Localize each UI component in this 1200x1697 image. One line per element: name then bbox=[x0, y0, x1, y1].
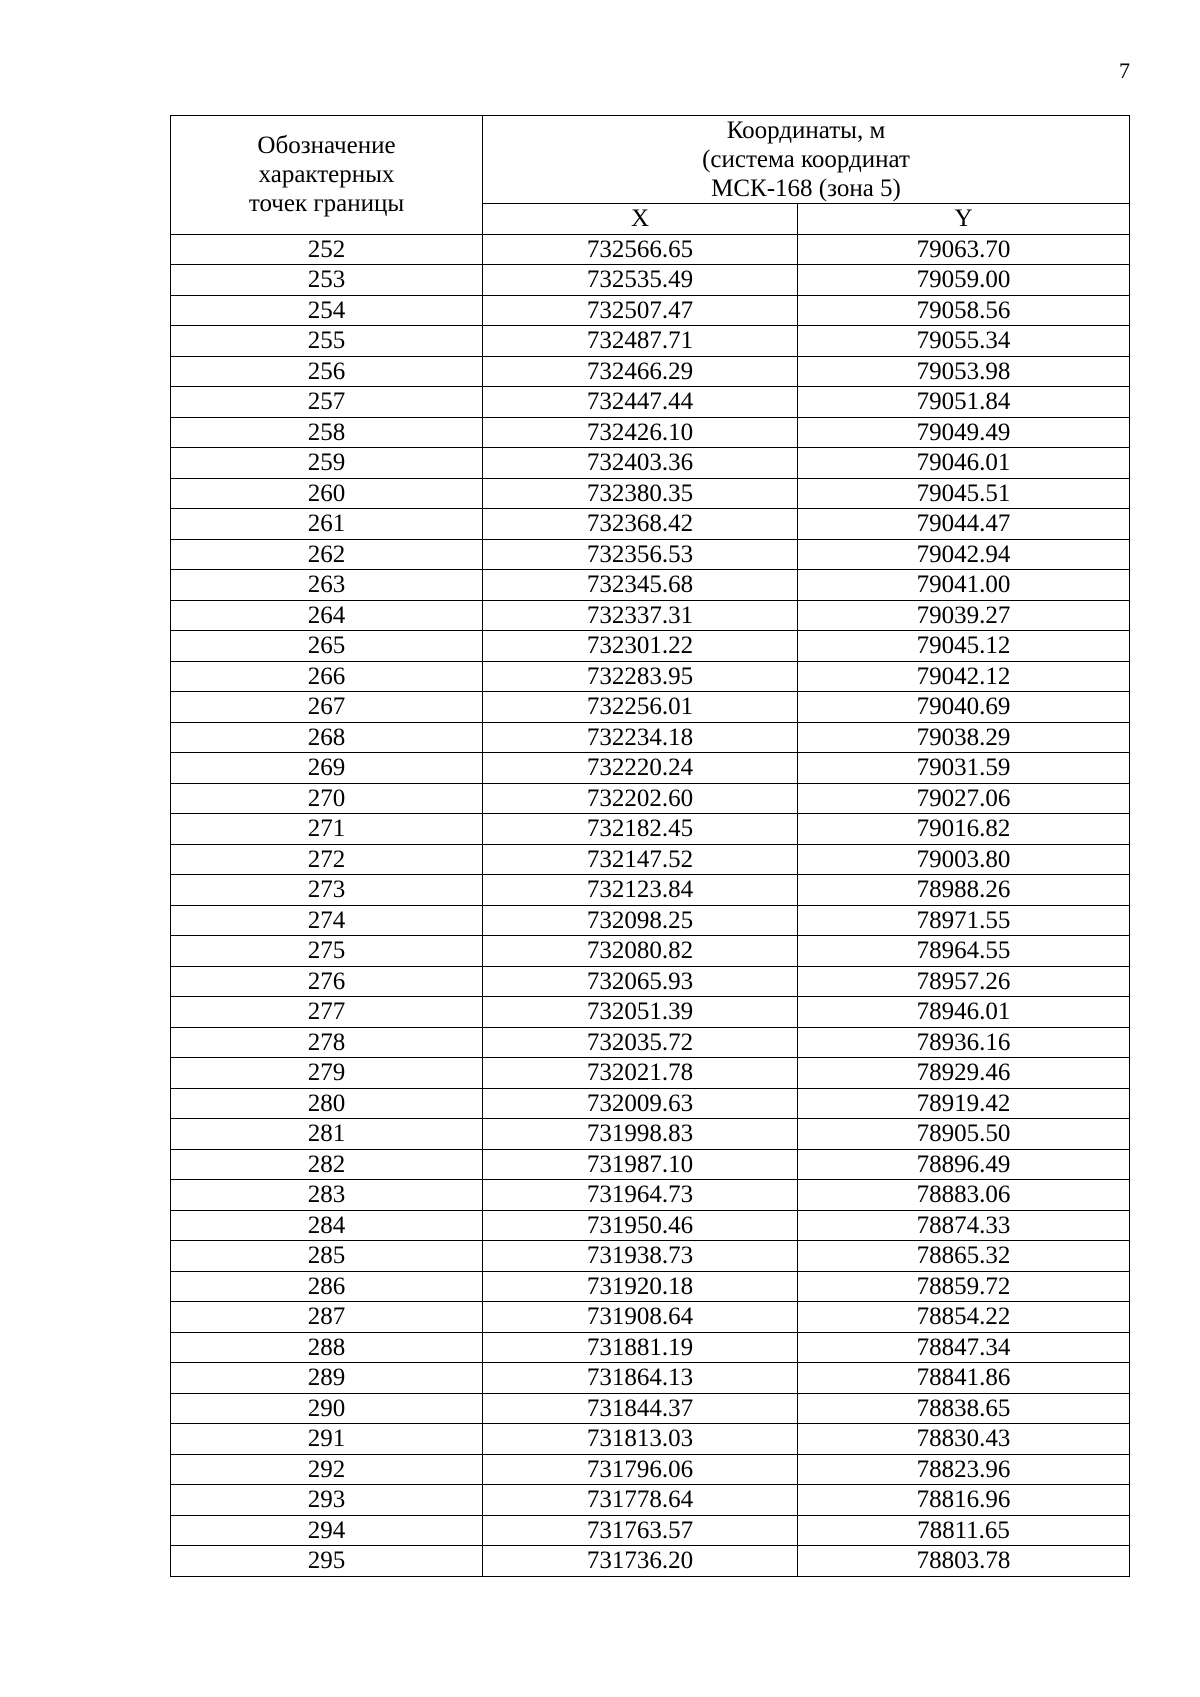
x-cell: 731998.83 bbox=[483, 1119, 798, 1150]
y-cell: 79059.00 bbox=[798, 265, 1130, 296]
x-cell: 732051.39 bbox=[483, 997, 798, 1028]
x-cell: 732234.18 bbox=[483, 722, 798, 753]
table-row bbox=[171, 1241, 1130, 1272]
point-cell: 288 bbox=[171, 1332, 483, 1363]
x-cell: 732566.65 bbox=[483, 234, 798, 265]
table-row bbox=[171, 295, 1130, 326]
point-cell: 272 bbox=[171, 844, 483, 875]
point-cell: 281 bbox=[171, 1119, 483, 1150]
table-row bbox=[171, 265, 1130, 296]
point-cell: 287 bbox=[171, 1302, 483, 1333]
x-cell: 732021.78 bbox=[483, 1058, 798, 1089]
point-cell: 293 bbox=[171, 1485, 483, 1516]
table-row bbox=[171, 539, 1130, 570]
table-row bbox=[171, 661, 1130, 692]
x-cell: 732487.71 bbox=[483, 326, 798, 357]
point-cell: 286 bbox=[171, 1271, 483, 1302]
point-cell: 282 bbox=[171, 1149, 483, 1180]
x-cell: 732220.24 bbox=[483, 753, 798, 784]
x-cell: 732147.52 bbox=[483, 844, 798, 875]
table-row bbox=[171, 1332, 1130, 1363]
y-cell: 78811.65 bbox=[798, 1515, 1130, 1546]
y-cell: 78865.32 bbox=[798, 1241, 1130, 1272]
point-cell: 261 bbox=[171, 509, 483, 540]
x-cell: 731844.37 bbox=[483, 1393, 798, 1424]
table-row bbox=[171, 234, 1130, 265]
table-row bbox=[171, 783, 1130, 814]
x-cell: 732065.93 bbox=[483, 966, 798, 997]
x-cell: 732301.22 bbox=[483, 631, 798, 662]
table-row bbox=[171, 844, 1130, 875]
x-cell: 732507.47 bbox=[483, 295, 798, 326]
y-cell: 78859.72 bbox=[798, 1271, 1130, 1302]
table-row bbox=[171, 448, 1130, 479]
y-cell: 78830.43 bbox=[798, 1424, 1130, 1455]
point-cell: 266 bbox=[171, 661, 483, 692]
header-y: Y bbox=[798, 204, 1130, 235]
header-point-label-line-3: точек границы bbox=[248, 190, 405, 218]
table-row bbox=[171, 1424, 1130, 1455]
header-point-label bbox=[171, 116, 483, 235]
y-cell: 79058.56 bbox=[798, 295, 1130, 326]
point-cell: 289 bbox=[171, 1363, 483, 1394]
x-cell: 732035.72 bbox=[483, 1027, 798, 1058]
y-cell: 79051.84 bbox=[798, 387, 1130, 418]
table-row bbox=[171, 1515, 1130, 1546]
y-cell: 78988.26 bbox=[798, 875, 1130, 906]
table-row bbox=[171, 1058, 1130, 1089]
x-cell: 732202.60 bbox=[483, 783, 798, 814]
x-cell: 732345.68 bbox=[483, 570, 798, 601]
table-row bbox=[171, 753, 1130, 784]
table-row bbox=[171, 966, 1130, 997]
table-row bbox=[171, 1302, 1130, 1333]
point-cell: 268 bbox=[171, 722, 483, 753]
header-point-label-line-2: характерных bbox=[258, 161, 395, 189]
x-cell: 731950.46 bbox=[483, 1210, 798, 1241]
point-cell: 258 bbox=[171, 417, 483, 448]
table-row bbox=[171, 1027, 1130, 1058]
x-cell: 731778.64 bbox=[483, 1485, 798, 1516]
x-cell: 731796.06 bbox=[483, 1454, 798, 1485]
header-coordinates-line-1: Координаты, м bbox=[726, 117, 886, 144]
y-cell: 79027.06 bbox=[798, 783, 1130, 814]
x-cell: 732403.36 bbox=[483, 448, 798, 479]
table-body bbox=[171, 234, 1130, 1576]
point-cell: 295 bbox=[171, 1546, 483, 1577]
y-cell: 78946.01 bbox=[798, 997, 1130, 1028]
y-cell: 79038.29 bbox=[798, 722, 1130, 753]
x-cell: 732535.49 bbox=[483, 265, 798, 296]
y-cell: 79042.12 bbox=[798, 661, 1130, 692]
table-row bbox=[171, 905, 1130, 936]
point-cell: 269 bbox=[171, 753, 483, 784]
table-row bbox=[171, 1546, 1130, 1577]
x-cell: 732380.35 bbox=[483, 478, 798, 509]
y-cell: 79055.34 bbox=[798, 326, 1130, 357]
table-row bbox=[171, 417, 1130, 448]
table-row bbox=[171, 722, 1130, 753]
point-cell: 255 bbox=[171, 326, 483, 357]
y-cell: 78936.16 bbox=[798, 1027, 1130, 1058]
x-cell: 732368.42 bbox=[483, 509, 798, 540]
y-cell: 79039.27 bbox=[798, 600, 1130, 631]
x-cell: 732123.84 bbox=[483, 875, 798, 906]
y-cell: 78896.49 bbox=[798, 1149, 1130, 1180]
y-cell: 79040.69 bbox=[798, 692, 1130, 723]
point-cell: 259 bbox=[171, 448, 483, 479]
table-row bbox=[171, 1149, 1130, 1180]
point-cell: 254 bbox=[171, 295, 483, 326]
table-row bbox=[171, 1271, 1130, 1302]
x-cell: 732256.01 bbox=[483, 692, 798, 723]
x-cell: 732356.53 bbox=[483, 539, 798, 570]
y-cell: 78816.96 bbox=[798, 1485, 1130, 1516]
point-cell: 291 bbox=[171, 1424, 483, 1455]
table-row bbox=[171, 631, 1130, 662]
point-cell: 271 bbox=[171, 814, 483, 845]
y-cell: 79031.59 bbox=[798, 753, 1130, 784]
y-cell: 79063.70 bbox=[798, 234, 1130, 265]
table-row bbox=[171, 1363, 1130, 1394]
x-cell: 731864.13 bbox=[483, 1363, 798, 1394]
x-cell: 731763.57 bbox=[483, 1515, 798, 1546]
point-cell: 264 bbox=[171, 600, 483, 631]
y-cell: 79046.01 bbox=[798, 448, 1130, 479]
point-cell: 285 bbox=[171, 1241, 483, 1272]
y-cell: 79042.94 bbox=[798, 539, 1130, 570]
x-cell: 732466.29 bbox=[483, 356, 798, 387]
x-cell: 731964.73 bbox=[483, 1180, 798, 1211]
table-header bbox=[171, 116, 1130, 235]
y-cell: 78883.06 bbox=[798, 1180, 1130, 1211]
point-cell: 263 bbox=[171, 570, 483, 601]
point-cell: 273 bbox=[171, 875, 483, 906]
y-cell: 79049.49 bbox=[798, 417, 1130, 448]
table-row bbox=[171, 1119, 1130, 1150]
table-row bbox=[171, 1485, 1130, 1516]
y-cell: 78957.26 bbox=[798, 966, 1130, 997]
point-cell: 267 bbox=[171, 692, 483, 723]
y-cell: 79041.00 bbox=[798, 570, 1130, 601]
x-cell: 732009.63 bbox=[483, 1088, 798, 1119]
table-row bbox=[171, 570, 1130, 601]
y-cell: 78971.55 bbox=[798, 905, 1130, 936]
header-point-label-line-1: Обозначение bbox=[257, 132, 396, 160]
y-cell: 79044.47 bbox=[798, 509, 1130, 540]
point-cell: 274 bbox=[171, 905, 483, 936]
y-cell: 79045.12 bbox=[798, 631, 1130, 662]
header-coordinates bbox=[483, 116, 1130, 204]
table-row bbox=[171, 814, 1130, 845]
table-row bbox=[171, 387, 1130, 418]
y-cell: 79053.98 bbox=[798, 356, 1130, 387]
point-cell: 278 bbox=[171, 1027, 483, 1058]
x-cell: 732337.31 bbox=[483, 600, 798, 631]
y-cell: 78823.96 bbox=[798, 1454, 1130, 1485]
point-cell: 276 bbox=[171, 966, 483, 997]
x-cell: 732447.44 bbox=[483, 387, 798, 418]
point-cell: 262 bbox=[171, 539, 483, 570]
point-cell: 270 bbox=[171, 783, 483, 814]
table-row bbox=[171, 326, 1130, 357]
point-cell: 294 bbox=[171, 1515, 483, 1546]
table-row bbox=[171, 875, 1130, 906]
x-cell: 731938.73 bbox=[483, 1241, 798, 1272]
table-row bbox=[171, 509, 1130, 540]
table-row bbox=[171, 356, 1130, 387]
coordinates-table bbox=[170, 115, 1130, 1577]
page-number: 7 bbox=[1119, 58, 1130, 83]
y-cell: 78854.22 bbox=[798, 1302, 1130, 1333]
x-cell: 731920.18 bbox=[483, 1271, 798, 1302]
header-coordinates-line-2: (система координат bbox=[702, 146, 910, 173]
point-cell: 292 bbox=[171, 1454, 483, 1485]
y-cell: 78964.55 bbox=[798, 936, 1130, 967]
x-cell: 731736.20 bbox=[483, 1546, 798, 1577]
table-row bbox=[171, 1454, 1130, 1485]
point-cell: 283 bbox=[171, 1180, 483, 1211]
table-row bbox=[171, 1088, 1130, 1119]
x-cell: 731813.03 bbox=[483, 1424, 798, 1455]
x-cell: 731987.10 bbox=[483, 1149, 798, 1180]
table-row bbox=[171, 936, 1130, 967]
y-cell: 78847.34 bbox=[798, 1332, 1130, 1363]
point-cell: 279 bbox=[171, 1058, 483, 1089]
point-cell: 257 bbox=[171, 387, 483, 418]
x-cell: 731881.19 bbox=[483, 1332, 798, 1363]
y-cell: 79045.51 bbox=[798, 478, 1130, 509]
point-cell: 256 bbox=[171, 356, 483, 387]
y-cell: 79016.82 bbox=[798, 814, 1130, 845]
y-cell: 78929.46 bbox=[798, 1058, 1130, 1089]
point-cell: 277 bbox=[171, 997, 483, 1028]
table-row bbox=[171, 692, 1130, 723]
y-cell: 78919.42 bbox=[798, 1088, 1130, 1119]
point-cell: 252 bbox=[171, 234, 483, 265]
x-cell: 731908.64 bbox=[483, 1302, 798, 1333]
point-cell: 260 bbox=[171, 478, 483, 509]
table-row bbox=[171, 997, 1130, 1028]
y-cell: 78838.65 bbox=[798, 1393, 1130, 1424]
table-row bbox=[171, 478, 1130, 509]
point-cell: 253 bbox=[171, 265, 483, 296]
point-cell: 290 bbox=[171, 1393, 483, 1424]
point-cell: 280 bbox=[171, 1088, 483, 1119]
table-row bbox=[171, 1180, 1130, 1211]
x-cell: 732080.82 bbox=[483, 936, 798, 967]
header-coordinates-line-3: МСК-168 (зона 5) bbox=[711, 175, 901, 202]
x-cell: 732283.95 bbox=[483, 661, 798, 692]
y-cell: 78841.86 bbox=[798, 1363, 1130, 1394]
y-cell: 79003.80 bbox=[798, 844, 1130, 875]
table-row bbox=[171, 1393, 1130, 1424]
header-x: X bbox=[483, 204, 798, 235]
point-cell: 265 bbox=[171, 631, 483, 662]
y-cell: 78905.50 bbox=[798, 1119, 1130, 1150]
table-row bbox=[171, 1210, 1130, 1241]
x-cell: 732182.45 bbox=[483, 814, 798, 845]
x-cell: 732098.25 bbox=[483, 905, 798, 936]
y-cell: 78874.33 bbox=[798, 1210, 1130, 1241]
y-cell: 78803.78 bbox=[798, 1546, 1130, 1577]
header-row-top bbox=[171, 116, 1130, 204]
table-row bbox=[171, 600, 1130, 631]
point-cell: 275 bbox=[171, 936, 483, 967]
x-cell: 732426.10 bbox=[483, 417, 798, 448]
point-cell: 284 bbox=[171, 1210, 483, 1241]
